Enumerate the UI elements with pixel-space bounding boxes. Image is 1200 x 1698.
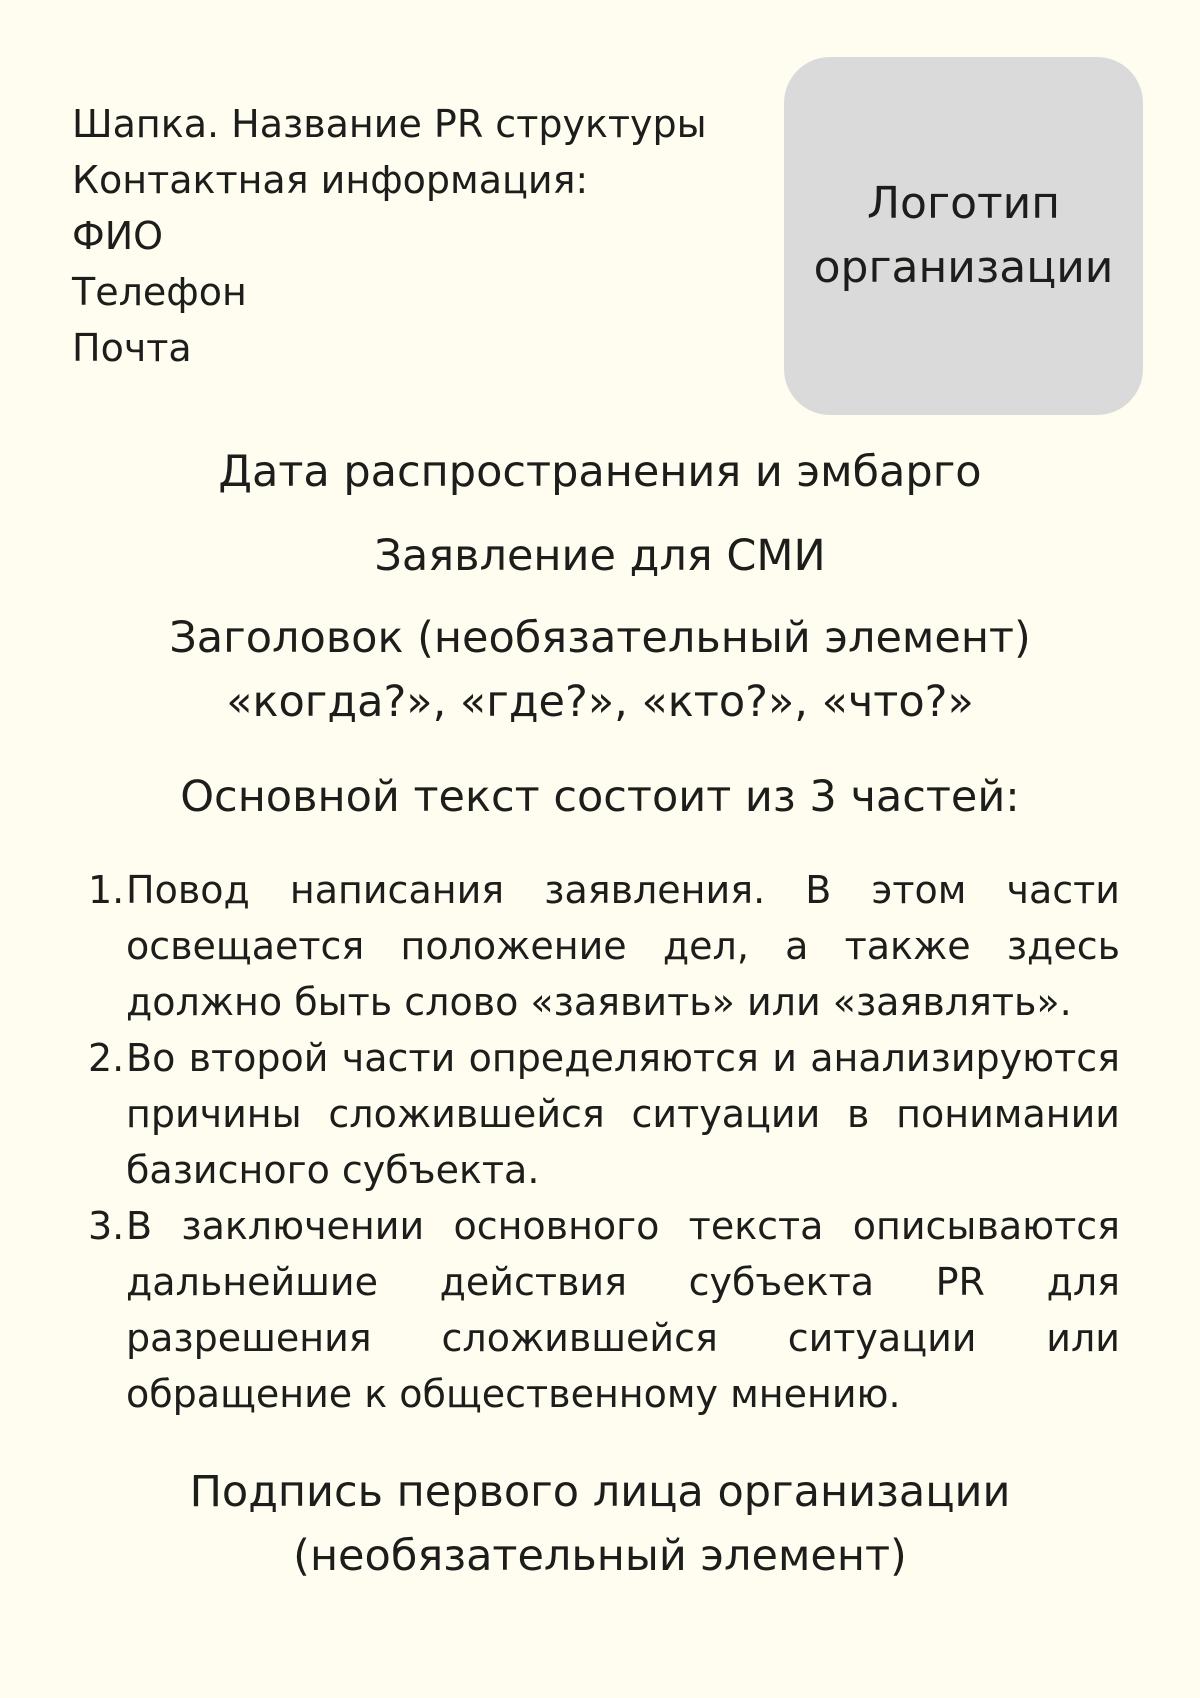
signature-line-1: Подпись первого лица организации xyxy=(189,1467,1011,1517)
contact-phone-label: Телефон xyxy=(72,270,247,314)
list-item-number: 1. xyxy=(88,868,125,912)
logo-placeholder xyxy=(784,57,1143,415)
date-embargo-line: Дата распространения и эмбарго xyxy=(218,447,982,497)
list-item-number: 2. xyxy=(88,1036,125,1080)
logo-placeholder-line-2: организации xyxy=(813,242,1114,293)
header-title: Шапка. Название PR структуры xyxy=(72,102,707,146)
contact-name-label: ФИО xyxy=(72,214,164,258)
logo-placeholder-line-1: Логотип xyxy=(866,178,1061,229)
list-item-text: В заключении основного текста описываются дальнейшие действия субъекта PR для разрешения сложившейся ситуации или обращение к общественному мнению. xyxy=(126,1204,1120,1416)
headline-line-1: Заголовок (необязательный элемент) xyxy=(169,613,1031,663)
signature-line-2: (необязательный элемент) xyxy=(293,1531,907,1581)
list-item xyxy=(88,1198,1120,1422)
header-contact-block xyxy=(72,96,707,376)
contact-email-label: Почта xyxy=(72,326,192,370)
list-item xyxy=(88,862,1120,1030)
body-parts-list xyxy=(88,862,1120,1422)
contact-info-label: Контактная информация: xyxy=(72,158,589,202)
headline-line-2: «когда?», «где?», «кто?», «что?» xyxy=(226,677,974,727)
body-intro: Основной текст состоит из 3 частей: xyxy=(180,772,1020,822)
list-item xyxy=(88,1030,1120,1198)
list-item-text: Во второй части определяются и анализируются причины сложившейся ситуации в понимании базисного субъекта. xyxy=(126,1036,1120,1192)
statement-title: Заявление для СМИ xyxy=(374,531,826,581)
list-item-text: Повод написания заявления. В этом части освещается положение дел, а также здесь должно быть слово «заявить» или «заявлять». xyxy=(126,868,1120,1024)
list-item-number: 3. xyxy=(88,1204,125,1248)
signature-block xyxy=(0,1460,1200,1588)
